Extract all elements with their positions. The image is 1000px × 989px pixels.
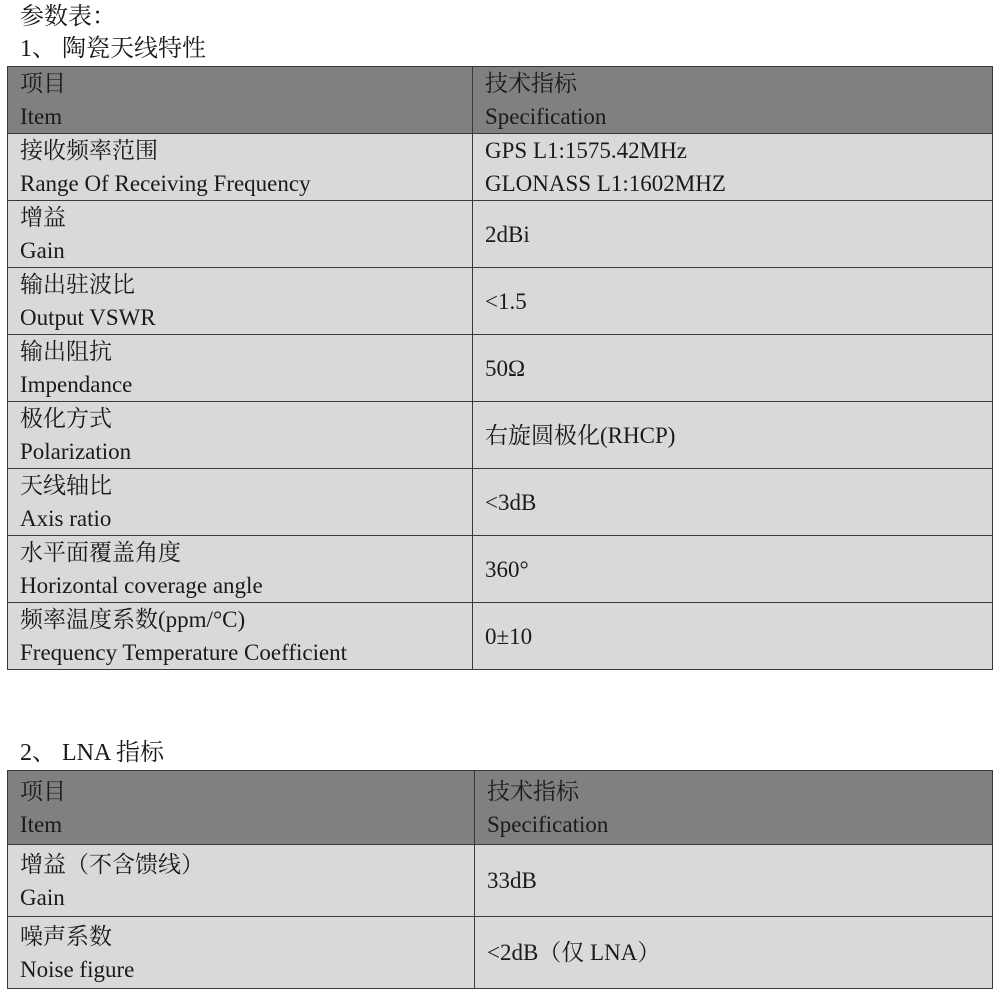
item-cell xyxy=(8,201,473,268)
item-name-en: Range Of Receiving Frequency xyxy=(20,171,311,196)
item-cell xyxy=(8,536,473,603)
spec-header-cell xyxy=(473,67,993,134)
document-title: 参数表： xyxy=(20,4,116,30)
item-name-en: Gain xyxy=(20,238,65,263)
item-cell xyxy=(8,402,473,469)
table-row xyxy=(8,603,993,670)
item-name-cn: 增益 xyxy=(20,205,66,230)
item-name-en: Axis ratio xyxy=(20,506,112,531)
item-name-en: Horizontal coverage angle xyxy=(20,573,263,598)
item-name-cn: 接收频率范围 xyxy=(20,138,158,163)
item-name-en: Noise figure xyxy=(20,956,135,982)
item-name-cn: 水平面覆盖角度 xyxy=(20,540,181,565)
table-row xyxy=(8,845,993,917)
item-header-cn: 项目 xyxy=(20,778,66,804)
item-name-cn: 增益（不含馈线） xyxy=(20,851,204,877)
item-name-cn: 噪声系数 xyxy=(20,923,112,949)
spec-value: 右旋圆极化(RHCP) xyxy=(473,402,993,469)
spec-value: 50Ω xyxy=(473,335,993,402)
spec-value: <2dB（仅 LNA） xyxy=(475,917,993,989)
item-cell xyxy=(8,917,475,989)
item-cell xyxy=(8,469,473,536)
spec-value: <1.5 xyxy=(473,268,993,335)
spec-value-2: GLONASS L1:1602MHZ xyxy=(485,171,726,196)
table-header-row xyxy=(8,67,993,134)
spec-header-cell xyxy=(475,771,993,845)
spec-value: GPS L1:1575.42MHz xyxy=(485,138,687,163)
spec-value: 33dB xyxy=(475,845,993,917)
lna-spec-table xyxy=(7,770,993,989)
item-cell xyxy=(8,845,475,917)
item-cell xyxy=(8,268,473,335)
item-cell xyxy=(8,335,473,402)
item-name-cn: 输出驻波比 xyxy=(20,272,135,297)
spec-header-en: Specification xyxy=(485,104,607,129)
item-header-en: Item xyxy=(20,104,63,129)
section-title-lna: 2、 LNA 指标 xyxy=(20,740,164,766)
spec-header-cn: 技术指标 xyxy=(485,71,577,96)
item-header-cell xyxy=(8,67,473,134)
item-name-en: Polarization xyxy=(20,439,132,464)
item-cell xyxy=(8,134,473,201)
item-name-en: Gain xyxy=(20,884,65,910)
spec-value: 0±10 xyxy=(473,603,993,670)
item-name-cn: 天线轴比 xyxy=(20,473,112,498)
table-row xyxy=(8,469,993,536)
item-name-en: Output VSWR xyxy=(20,305,156,330)
item-name-en: Impendance xyxy=(20,372,133,397)
table-row xyxy=(8,268,993,335)
table-row xyxy=(8,402,993,469)
table-row xyxy=(8,134,993,201)
table-row xyxy=(8,917,993,989)
table-header-row xyxy=(8,771,993,845)
spec-value: 360° xyxy=(473,536,993,603)
item-name-en: Frequency Temperature Coefficient xyxy=(20,640,348,665)
table-row xyxy=(8,201,993,268)
item-name-cn: 极化方式 xyxy=(20,406,112,431)
item-name-cn: 频率温度系数(ppm/°C) xyxy=(20,607,246,632)
spec-header-en: Specification xyxy=(487,811,609,837)
spec-header-cn: 技术指标 xyxy=(487,778,579,804)
section-title-ceramic-antenna: 1、 陶瓷天线特性 xyxy=(20,36,206,62)
table-row xyxy=(8,335,993,402)
ceramic-antenna-spec-table xyxy=(7,66,993,670)
item-header-en: Item xyxy=(20,811,63,837)
item-cell xyxy=(8,603,473,670)
item-name-cn: 输出阻抗 xyxy=(20,339,112,364)
item-header-cn: 项目 xyxy=(20,71,66,96)
spec-value: 2dBi xyxy=(473,201,993,268)
table-row xyxy=(8,536,993,603)
spec-cell xyxy=(473,134,993,201)
item-header-cell xyxy=(8,771,475,845)
spec-value: <3dB xyxy=(473,469,993,536)
